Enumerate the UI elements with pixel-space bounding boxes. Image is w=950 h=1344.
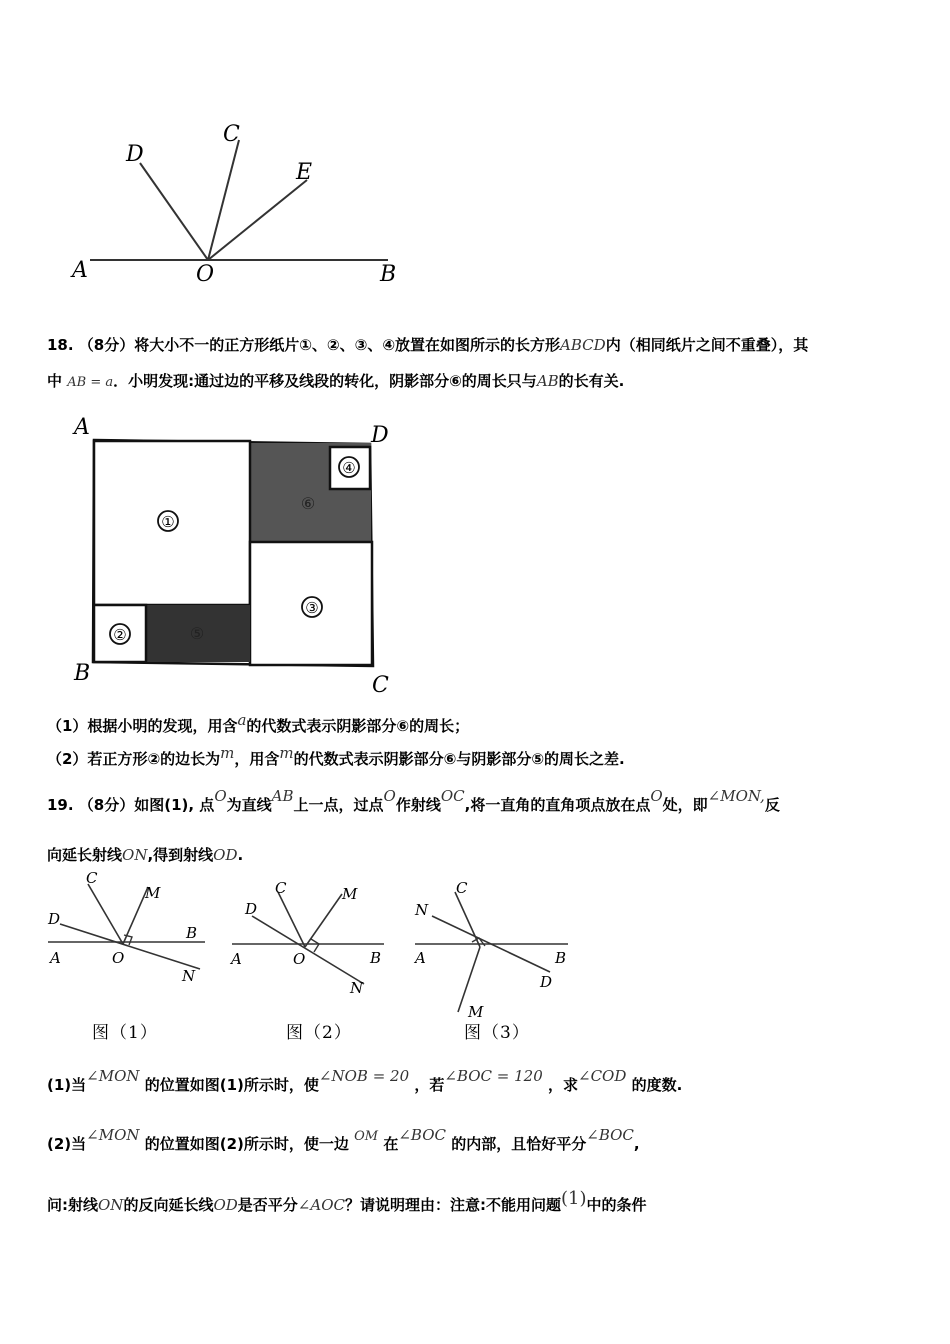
fig2-label-n: N: [350, 979, 364, 997]
math-ab-eq-a: AB = a: [67, 375, 114, 390]
q19-l1-f: 处，即: [662, 796, 708, 814]
math-ab: AB: [536, 372, 559, 390]
q19-p2-b: 的位置如图(2)所示时，使一边: [144, 1135, 349, 1153]
fig1-label-o: O: [112, 949, 125, 967]
fig3-label-m: M: [468, 1003, 484, 1021]
label-shade6: ⑥: [300, 494, 316, 513]
math-angle-boc: ∠BOC = 120: [444, 1067, 543, 1085]
q18-line2-c: 的长有关.: [558, 372, 625, 390]
corner-d: D: [371, 423, 389, 448]
q19-l2-b: ,得到射线: [147, 846, 214, 864]
fig1-caption: 图（1）: [92, 1023, 158, 1043]
math-m-1: m: [220, 744, 235, 762]
ray-oe: [208, 180, 307, 260]
q19-l1-c: 上一点，过点: [293, 796, 384, 814]
q19-part3: [47, 1188, 647, 1214]
fig3-label-n: N: [415, 901, 429, 919]
ray-oc: [208, 140, 239, 260]
q19-p3-c: 是否平分: [237, 1196, 298, 1214]
fig2-caption: 图（2）: [286, 1023, 352, 1043]
math-angle-boc-3: ∠BOC: [586, 1126, 634, 1144]
q18-sub2-c: 的代数式表示阴影部分⑥与阴影部分⑤的周长之差.: [293, 750, 625, 768]
rectangle-figure: [60, 410, 400, 700]
math-on-2: ON: [98, 1196, 124, 1214]
q19-l1-e: ,将一直角的直角项点放在点: [464, 796, 651, 814]
math-angle-mon-2: ∠MON: [86, 1067, 140, 1085]
q19-l1-g: 反: [764, 796, 780, 814]
label-shade5: ⑤: [189, 624, 205, 643]
figure-2: [229, 879, 384, 1043]
fig2-label-b: B: [370, 949, 382, 967]
q19-l1-a: 19. （8分）如图(1), 点: [47, 796, 215, 814]
fig3-label-d: D: [540, 973, 553, 991]
label-sq1: ①: [161, 513, 175, 531]
q18-sub1-a: （1）根据小明的发现，用含: [47, 717, 238, 735]
angle-figure-top: [60, 115, 410, 290]
fig1-label-n: N: [182, 967, 196, 985]
q18-sub2-b: ，用含: [234, 750, 280, 768]
label-b: B: [380, 262, 397, 287]
math-angle-boc-2: ∠BOC: [398, 1126, 447, 1144]
q19-p1-c: ，若: [414, 1076, 445, 1094]
fig3-label-a: A: [415, 949, 426, 967]
q19-p2-d: 的内部，且恰好平分: [451, 1135, 587, 1153]
fig2-label-c: C: [275, 879, 287, 897]
math-o-1: O: [214, 787, 227, 805]
corner-c: C: [372, 673, 389, 698]
ray-od: [140, 163, 208, 260]
q19-p3-a: 问:射线: [47, 1196, 98, 1214]
q19-figures: [40, 872, 580, 1047]
math-1: (1): [561, 1188, 587, 1209]
math-angle-cod: ∠COD: [578, 1067, 627, 1085]
q19-p3-d: ？请说明理由：注意:不能用问题: [344, 1196, 561, 1214]
q18-sub1: [47, 711, 470, 735]
fig3-label-b: B: [555, 949, 567, 967]
fig1-label-m: M: [145, 884, 161, 902]
math-a: a: [237, 711, 247, 729]
label-a: A: [72, 258, 88, 283]
q18-line1: [47, 338, 808, 353]
fig3-caption: 图（3）: [464, 1023, 530, 1043]
q18-sub1-b: 的代数式表示阴影部分⑥的周长；: [246, 717, 470, 735]
label-sq2: ②: [113, 626, 127, 644]
q19-line2: [47, 848, 243, 863]
label-d: D: [126, 142, 144, 167]
q19-l1-d: 作射线: [395, 796, 441, 814]
math-od-2: OD: [213, 1196, 238, 1214]
figure-3: [413, 879, 568, 1043]
fig2-label-o: O: [293, 950, 306, 968]
math-o-3: O: [650, 787, 663, 805]
q19-p1-b: 的位置如图(1)所示时，使: [144, 1076, 319, 1094]
q18-line1-prefix: 18. （8分）将大小不一的正方形纸片①、②、③、④放置在如图所示的长方形: [47, 336, 561, 354]
q19-p1-e: 的度数.: [631, 1076, 683, 1094]
q19-p2-e: ,: [633, 1135, 640, 1153]
math-on: ON: [122, 846, 148, 864]
q18-line2-a: 中: [47, 372, 63, 390]
math-od: OD: [213, 846, 238, 864]
q19-p1-d: ，求: [548, 1076, 579, 1094]
q18-line2-b: ．小明发现:通过边的平移及线段的转化，阴影部分⑥的周长只与: [113, 372, 537, 390]
q19-p2-a: (2)当: [47, 1135, 87, 1153]
q19-p3-e: 中的条件: [586, 1196, 647, 1214]
math-abcd: ABCD: [560, 336, 606, 354]
fig2-label-m: M: [342, 885, 358, 903]
q19-l1-b: 为直线: [226, 796, 272, 814]
q18-sub2: [47, 744, 625, 768]
fig2-label-a: A: [231, 950, 242, 968]
math-angle-mon: ∠MON,: [707, 787, 765, 805]
label-o: O: [196, 262, 215, 287]
math-ab-2: AB: [271, 787, 294, 805]
corner-b: B: [74, 661, 91, 686]
label-sq4: ④: [342, 459, 356, 477]
q19-line1: [47, 787, 780, 814]
q19-part2: [47, 1126, 640, 1153]
fig1-label-d: D: [48, 910, 61, 928]
q18-line1-suffix: 内（相同纸片之间不重叠），其: [605, 336, 809, 354]
fig3-label-c: C: [456, 879, 468, 897]
corner-a: A: [74, 415, 90, 440]
fig1-label-a: A: [50, 949, 61, 967]
label-e: E: [296, 160, 313, 185]
math-angle-nob: ∠NOB = 20: [318, 1067, 410, 1085]
q18-sub2-a: （2）若正方形②的边长为: [47, 750, 221, 768]
q18-line2: [47, 374, 624, 389]
q19-p3-b: 的反向延长线: [123, 1196, 214, 1214]
math-angle-aoc: ∠AOC: [297, 1196, 345, 1214]
q19-l2-a: 向延长射线: [47, 846, 123, 864]
q19-l2-c: .: [237, 846, 244, 864]
q19-p1-a: (1)当: [47, 1076, 87, 1094]
label-c: C: [223, 122, 240, 147]
fig1-label-c: C: [86, 872, 98, 887]
math-angle-mon-3: ∠MON: [86, 1126, 140, 1144]
label-sq3: ③: [305, 599, 319, 617]
math-o-2: O: [383, 787, 396, 805]
math-om: OM: [354, 1129, 379, 1144]
math-m-2: m: [279, 744, 294, 762]
fig2-label-d: D: [245, 900, 258, 918]
math-oc: OC: [440, 787, 465, 805]
figure-1: [47, 872, 205, 1043]
q19-part1: [47, 1067, 683, 1094]
fig1-label-b: B: [186, 924, 198, 942]
q19-p2-c: 在: [383, 1135, 399, 1153]
